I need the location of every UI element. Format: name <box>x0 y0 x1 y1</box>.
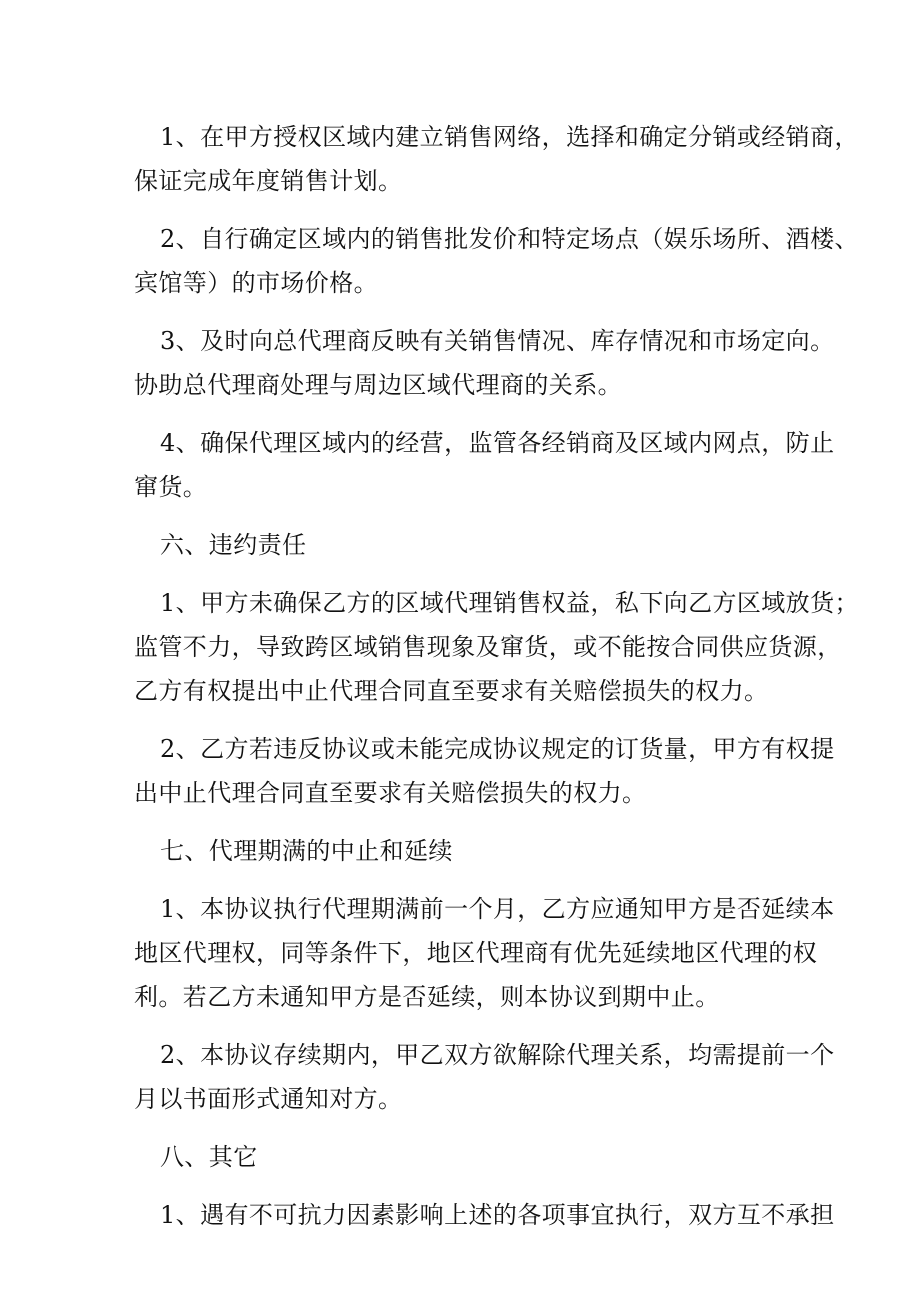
paragraph-line: 利。若乙方未通知甲方是否延续，则本协议到期中止。 <box>134 983 720 1011</box>
section-heading: 六、违约责任 <box>160 531 307 559</box>
section-heading: 七、代理期满的中止和延续 <box>160 837 453 865</box>
paragraph-line: 宾馆等）的市场价格。 <box>134 269 378 297</box>
paragraph-line: 乙方有权提出中止代理合同直至要求有关赔偿损失的权力。 <box>134 677 769 705</box>
paragraph-line: 保证完成年度销售计划。 <box>134 167 403 195</box>
paragraph-line: 监管不力，导致跨区域销售现象及窜货，或不能按合同供应货源， <box>134 633 842 661</box>
document-body <box>134 115 859 1237</box>
paragraph-line: 4、确保代理区域内的经营，监管各经销商及区域内网点，防止 <box>160 429 835 457</box>
paragraph-line: 月以书面形式通知对方。 <box>134 1085 403 1113</box>
paragraph-line: 窜货。 <box>134 473 208 501</box>
paragraph-line: 1、甲方未确保乙方的区域代理销售权益，私下向乙方区域放货； <box>160 589 859 617</box>
paragraph-line: 2、本协议存续期内，甲乙双方欲解除代理关系，均需提前一个 <box>160 1041 835 1069</box>
section-heading: 八、其它 <box>160 1143 258 1171</box>
paragraph-line: 1、本协议执行代理期满前一个月，乙方应通知甲方是否延续本 <box>160 895 835 923</box>
paragraph-line: 出中止代理合同直至要求有关赔偿损失的权力。 <box>134 779 647 807</box>
paragraph-line: 3、及时向总代理商反映有关销售情况、库存情况和市场定向。 <box>160 327 835 355</box>
paragraph-line: 地区代理权，同等条件下，地区代理商有优先延续地区代理的权 <box>134 939 818 967</box>
paragraph-line: 2、自行确定区域内的销售批发价和特定场点（娱乐场所、酒楼、 <box>160 225 859 253</box>
paragraph-line: 1、在甲方授权区域内建立销售网络，选择和确定分销或经销商， <box>160 123 859 151</box>
paragraph-line: 2、乙方若违反协议或未能完成协议规定的订货量，甲方有权提 <box>160 735 835 763</box>
paragraph-line: 协助总代理商处理与周边区域代理商的关系。 <box>134 371 622 399</box>
paragraph-line: 1、遇有不可抗力因素影响上述的各项事宜执行，双方互不承担 <box>160 1201 835 1229</box>
